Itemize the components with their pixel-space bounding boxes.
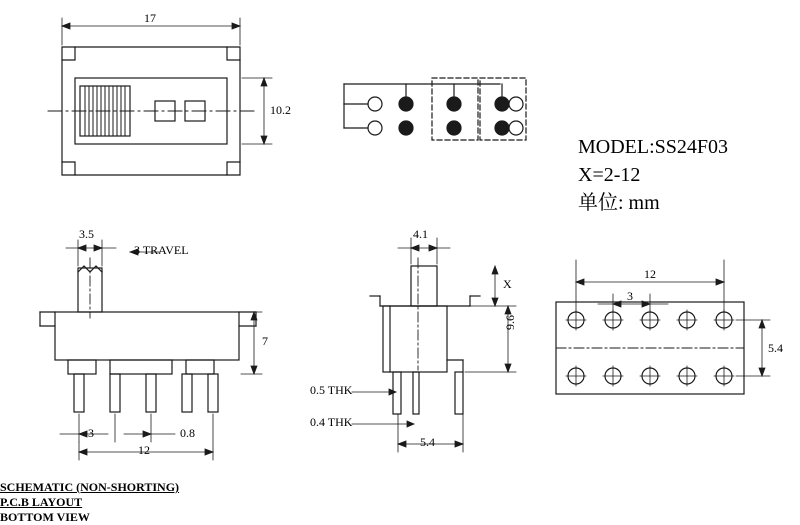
dim-pad-span: 12 (644, 267, 656, 281)
dim-travel: 3 TRAVEL (134, 243, 189, 257)
x-range-label: X=2-12 (578, 164, 641, 186)
dim-top-view-height: 10.2 (270, 103, 291, 117)
dim-side-body-depth: 5.4 (420, 435, 435, 449)
side-view-geometry (352, 238, 516, 452)
top-view-geometry (48, 18, 272, 175)
front-view-geometry (40, 240, 262, 460)
dim-side-body-height: 9.6 (503, 315, 517, 330)
pcb-layout-geometry (556, 260, 770, 394)
dim-pin-pitch: 3 (88, 426, 94, 440)
dim-top-view-width: 17 (144, 11, 156, 25)
dim-overall-length: 12 (138, 443, 150, 457)
unit-label: 单位: mm (578, 192, 660, 214)
model-label: MODEL:SS24F03 (578, 136, 729, 158)
dim-thickness-1: 0.5 THK (310, 383, 353, 397)
pcb-caption-line2: BOTTOM VIEW (0, 510, 90, 524)
dim-actuator-travel-x: X (503, 277, 512, 291)
dim-pad-rows: 5.4 (768, 341, 783, 355)
dim-thickness-2: 0.4 THK (310, 415, 353, 429)
schematic-geometry (344, 78, 526, 140)
dim-actuator-width: 3.5 (79, 227, 94, 241)
pcb-caption-line1: P.C.B LAYOUT (0, 495, 83, 509)
dim-actuator-top-width: 4.1 (413, 227, 428, 241)
dim-pin-width: 0.8 (180, 426, 195, 440)
dim-pad-pitch: 3 (627, 289, 633, 303)
dim-front-body-height: 7 (262, 334, 268, 348)
schematic-caption: SCHEMATIC (NON-SHORTING) (0, 480, 180, 494)
